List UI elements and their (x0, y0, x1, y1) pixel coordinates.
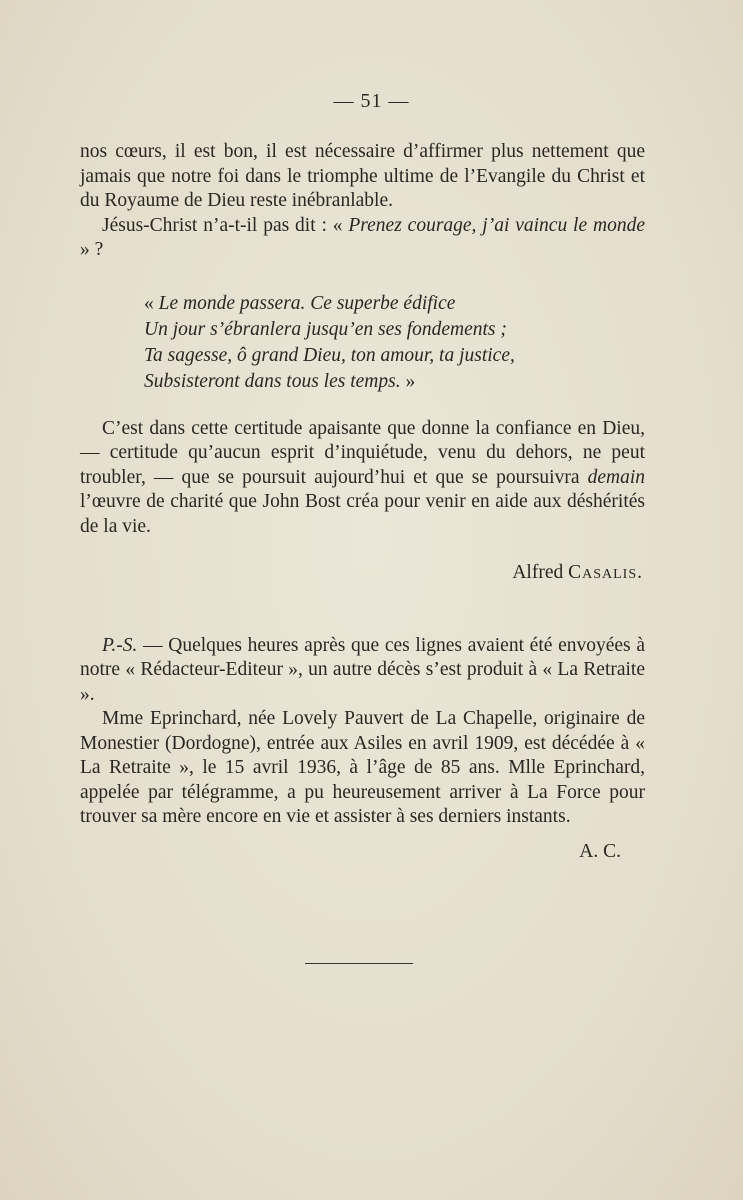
postscript-label: P.-S. (102, 634, 138, 656)
poem-line-4-text: Subsisteront dans tous les temps. (144, 370, 401, 392)
poem-verse (144, 291, 645, 395)
poem-line-2: Un jour s’ébranlera jusqu’en ses fondements ; (144, 318, 507, 340)
poem-open-quote: « (144, 292, 159, 314)
postscript-paragraph-1 (80, 634, 645, 708)
paragraph-jesus-quote (80, 214, 645, 263)
poem-line-1 (144, 291, 645, 317)
signature-last-name: Casalis. (568, 562, 643, 583)
certitude-italic: demain (587, 466, 645, 488)
end-divider-rule (305, 963, 413, 964)
postscript-initials: A. C. (579, 840, 621, 862)
author-signature (80, 561, 645, 586)
certitude-text-start: C’est dans cette certitude apaisante que donne la confiance en Dieu, — certitude qu’aucun esprit d’inquiétude, venu du dehors, ne peut troubler, — que se poursuit aujourd’hui et que se poursuivra (80, 417, 645, 488)
certitude-text-end: l’œuvre de charité que John Bost créa pour venir en aide aux déshérités de la vie. (80, 491, 645, 537)
page-body (80, 140, 645, 864)
paragraph-certitude (80, 417, 645, 540)
postscript (80, 634, 645, 830)
poem-line-3: Ta sagesse, ô grand Dieu, ton amour, ta justice, (144, 344, 515, 366)
poem-line-4 (144, 369, 645, 395)
poem-line-1-text: Le monde passera. Ce superbe édifice (158, 292, 456, 314)
postscript-text: — Quelques heures après que ces lignes avaient été envoyées à notre « Rédacteur-Editeur », un autre décès s’est produit à « La Retraite ». (80, 634, 645, 705)
quote-end: » ? (80, 239, 104, 260)
postscript-paragraph-2: Mme Eprinchard, née Lovely Pauvert de La Chapelle, originaire de Monestier (Dordogne), entrée aux Asiles en avril 1909, est décédée à « La Retraite », le 15 avril 1936, à l’âge de 85 ans. Mlle Eprinchard, appelée par télégramme, a pu heureusement arriver à La Force pour trouver sa mère encore en vie et assister à ses derniers instants. (80, 708, 645, 827)
poem-close-quote: » (400, 370, 416, 392)
quote-intro: Jésus-Christ n’a-t-il pas dit : « (102, 214, 349, 236)
signature-first-name: Alfred (512, 562, 569, 583)
quote-italic: Prenez courage, j’ai vaincu le monde (348, 214, 645, 236)
paragraph-faith: nos cœurs, il est bon, il est nécessaire d’affirmer plus nettement que jamais que notre foi dans le triomphe ultime de l’Evangile du Christ et du Royaume de Dieu reste inébranlable. (80, 141, 645, 211)
page-number: — 51 — (333, 90, 410, 112)
